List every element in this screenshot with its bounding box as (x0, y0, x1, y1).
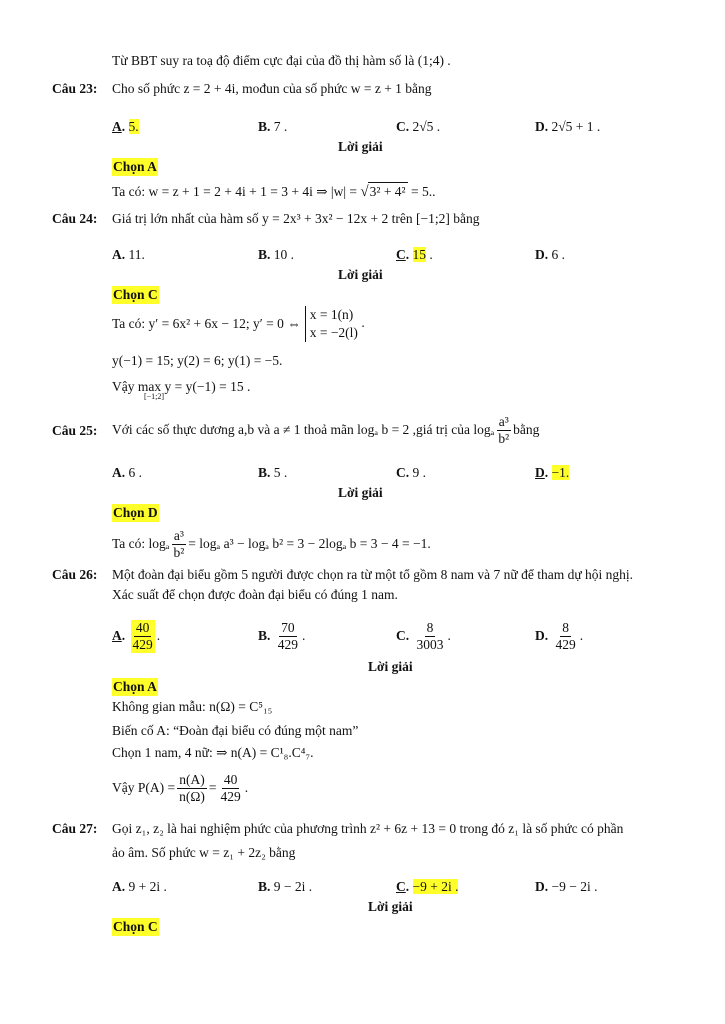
q26-option-a[interactable]: A. $\frac{40}{429}$ . (112, 620, 161, 653)
q24-solution-2: y(−1) = 15; y(2) = 6; y(1) = −5. (112, 353, 283, 368)
q24-option-a[interactable]: A. 11. (112, 247, 145, 262)
q23-option-b[interactable]: B. 7 . (258, 119, 288, 134)
q24-solution-3: Vậy max y = y(−1) = 15 . (112, 379, 251, 394)
q25-text: Với các số thực dương a,b và a ≠ 1 thoả mãn logₐ b = 2 ,giá trị của logₐ $\frac{\text{a³}}{\text{b²}}$ bằng (112, 414, 540, 447)
q23-text: Cho số phức z = 2 + 4i, mođun của số phức w = z + 1 bằng (112, 81, 432, 96)
q23-option-d[interactable]: D. 2√5 + 1 . (535, 119, 601, 134)
q24-label: Câu 24: (52, 211, 98, 226)
q23-label: Câu 23: (52, 81, 98, 96)
q27-loigiai: Lời giải (368, 899, 413, 914)
q25-solution: Ta có: logₐ $\frac{\text{a³}}{\text{b²}}$ = logₐ a³ − logₐ b² = 3 − 2logₐ b = 3 − 4 = −1. (112, 528, 431, 561)
q24-option-c[interactable]: C. 15 . (396, 247, 433, 262)
q26-solution-2: Biến cố A: “Đoàn đại biểu có đúng một nam” (112, 723, 359, 738)
q27-option-b[interactable]: B. 9 − 2i . (258, 879, 313, 894)
q26-option-d[interactable]: D. $\frac{8}{429}$ . (535, 620, 584, 653)
q23-solution: Ta có: w = z + 1 = 2 + 4i + 1 = 3 + 4i ⇒ |w| = √3² + 4² = 5.. (112, 184, 436, 200)
q25-loigiai: Lời giải (338, 485, 383, 500)
q24-chon: Chọn C (113, 287, 158, 302)
q24-loigiai: Lời giải (338, 267, 383, 282)
q25-label: Câu 25: (52, 423, 98, 438)
q25-option-a[interactable]: A. 6 . (112, 465, 142, 480)
q26-text-1: Một đoàn đại biểu gồm 5 người được chọn ra từ một tổ gồm 8 nam và 7 nữ để tham dự hội nghị. (112, 567, 634, 582)
q26-option-c[interactable]: C. $\frac{8}{3003}$ . (396, 620, 451, 653)
q26-option-b[interactable]: B. $\frac{70}{429}$ . (258, 620, 306, 653)
q27-option-d[interactable]: D. −9 − 2i . (535, 879, 598, 894)
q26-text-2: Xác suất để chọn được đoàn đại biểu có đúng 1 nam. (112, 587, 398, 602)
q24-solution-1: Ta có: y′ = 6x² + 6x − 12; y′ = 0 ⇔ x = 1(n) x = −2(l) . (112, 307, 365, 340)
q23-option-a[interactable]: A. 5. (112, 119, 139, 134)
q26-loigiai: Lời giải (368, 659, 413, 674)
q25-option-b[interactable]: B. 5 . (258, 465, 288, 480)
q25-chon: Chọn D (113, 505, 158, 520)
q25-option-c[interactable]: C. 9 . (396, 465, 426, 480)
q26-solution-4: Vậy P(A) = $\frac{n(A)}{n(\Omega)}$ = $\frac{40}{429}$ . (112, 772, 249, 805)
q26-chon: Chọn A (113, 679, 157, 694)
intro-text: Từ BBT suy ra toạ độ điểm cực đại của đồ thị hàm số là (1;4) . (112, 53, 451, 68)
q27-label: Câu 27: (52, 821, 98, 836)
q23-loigiai: Lời giải (338, 139, 383, 154)
q27-option-c[interactable]: C. −9 + 2i . (396, 879, 459, 894)
q24-option-d[interactable]: D. 6 . (535, 247, 565, 262)
q23-option-c[interactable]: C. 2√5 . (396, 119, 441, 134)
q27-text-1: Gọi z₁, z₂ là hai nghiệm phức của phương trình z² + 6z + 13 = 0 trong đó z₁ là số phức có phần (112, 821, 624, 836)
q27-chon: Chọn C (113, 919, 158, 934)
q24-max-subscript: [−1;2] (144, 392, 165, 401)
q25-option-d[interactable]: D. −1. (535, 465, 570, 480)
q26-solution-3: Chọn 1 nam, 4 nữ: ⇒ n(A) = C¹₈.C⁴₇. (112, 745, 314, 760)
q23-chon: Chọn A (113, 159, 157, 174)
q27-option-a[interactable]: A. 9 + 2i . (112, 879, 167, 894)
q27-text-2: ảo âm. Số phức w = z₁ + 2z₂ bằng (112, 845, 296, 860)
q24-text: Giá trị lớn nhất của hàm số y = 2x³ + 3x² − 12x + 2 trên [−1;2] bằng (112, 211, 480, 226)
q26-solution-1: Không gian mẫu: n(Ω) = C⁵₁₅ (112, 699, 273, 714)
q24-option-b[interactable]: B. 10 . (258, 247, 295, 262)
q26-label: Câu 26: (52, 567, 98, 582)
